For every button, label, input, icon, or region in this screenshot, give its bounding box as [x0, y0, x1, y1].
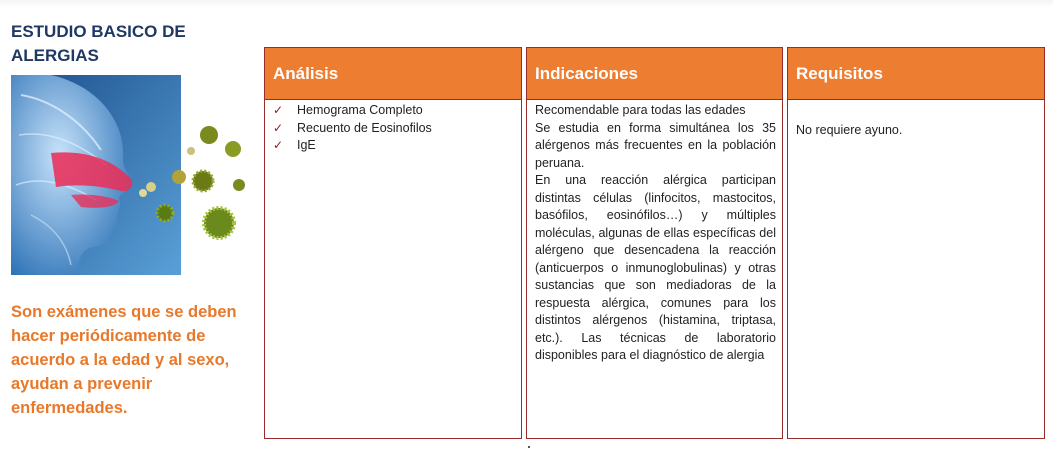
indicaciones-paragraph: En una reacción alérgica participan distintas células (linfocitos, mastocitos, basófilos, eosinófilos…) y múltiples moléculas, algunas de ellas específicas del alérgeno que desencadena la reacción (anticuerpos o inmunoglobulinas) y otras sustancias que son mediadoras de la respuesta alérgica, comunes para los distintos alérgenos (histamina, triptasa, etc.). Las técnicas de laboratorio disponibles para el diagnóstico de alergia	[535, 173, 776, 362]
top-divider	[0, 0, 1053, 8]
requisitos-text: No requiere ayuno.	[796, 123, 903, 137]
indicaciones-paragraph: Se estudia en forma simultánea los 35 alérgenos más frecuentes en la población peruana.	[535, 120, 776, 170]
list-item-label: Hemograma Completo	[297, 103, 423, 117]
list-item-label: IgE	[297, 138, 316, 152]
indicaciones-paragraph: Recomendable para todas las edades	[535, 103, 746, 117]
column-indicaciones	[526, 47, 783, 439]
analisis-list	[273, 102, 515, 155]
column-requisitos	[787, 47, 1045, 439]
column-analisis	[264, 47, 522, 439]
column-header-analisis: Análisis	[265, 48, 521, 100]
checkmark-icon: ✓	[273, 138, 284, 152]
list-item-label: Recuento de Eosinofilos	[297, 120, 432, 135]
allergy-face-pollen-illustration	[11, 75, 251, 275]
stray-dot	[528, 446, 530, 448]
column-header-requisitos: Requisitos	[788, 48, 1044, 100]
list-item	[273, 137, 515, 155]
column-header-indicaciones: Indicaciones	[527, 48, 782, 100]
checkmark-icon: ✓	[273, 103, 284, 117]
checkmark-icon: ✓	[273, 120, 284, 135]
tagline-text: Son exámenes que se deben hacer periódicamente de acuerdo a la edad y al sexo, ayudan a prevenir enfermedades.	[11, 303, 237, 417]
list-item	[273, 120, 515, 138]
list-item	[273, 102, 515, 120]
page-title: ESTUDIO BASICO DE ALERGIAS	[11, 22, 186, 65]
